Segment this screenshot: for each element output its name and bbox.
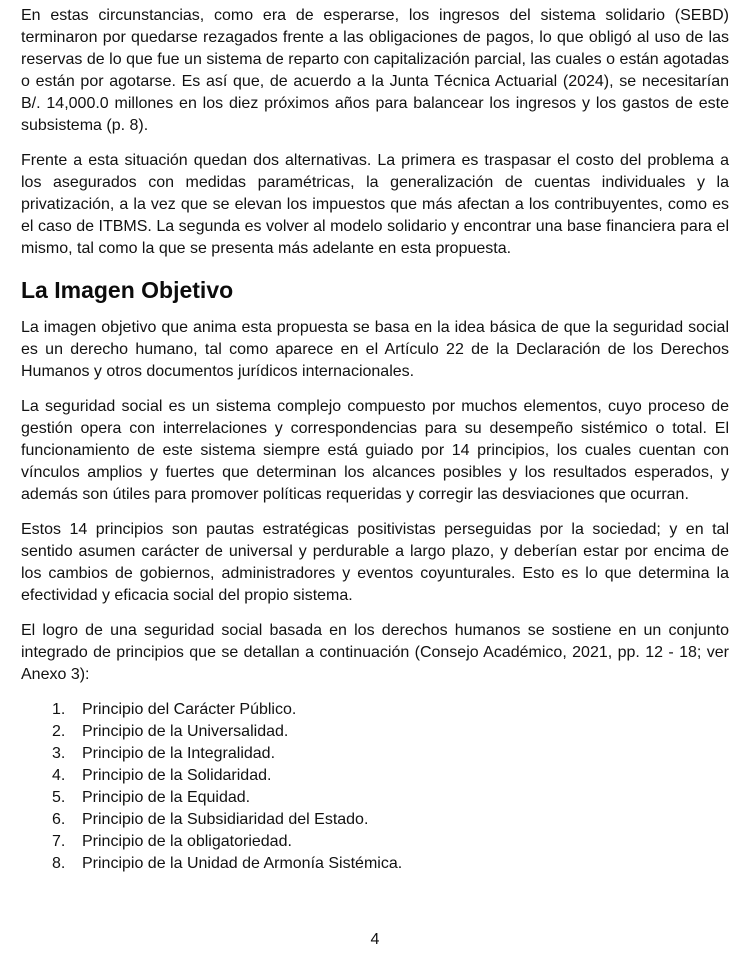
list-item — [52, 743, 729, 765]
principles-list — [21, 699, 729, 875]
list-item-label: Principio del Carácter Público. — [82, 701, 297, 718]
page-footer — [0, 929, 750, 951]
page-number: 4 — [370, 931, 380, 948]
paragraph-section-3: Estos 14 principios son pautas estratégicas positivistas perseguidas por la sociedad; y en tal sentido asumen carácter de universal y perdurable a largo plazo, y deberían estar por encima de los cambios de gobiernos, administradores y eventos coyunturales. Esto es lo que determina la efectividad y eficacia social del propio sistema. — [21, 521, 729, 604]
list-item-label: Principio de la Equidad. — [82, 789, 251, 806]
list-item — [52, 853, 729, 875]
list-item — [52, 765, 729, 787]
list-item-label: Principio de la Unidad de Armonía Sistémica. — [82, 855, 403, 872]
list-item-label: Principio de la Integralidad. — [82, 745, 276, 762]
paragraph-intro-2: Frente a esta situación quedan dos alternativas. La primera es traspasar el costo del problema a los asegurados con medidas paramétricas, la generalización de cuentas individuales y la privatización, a la vez que se elevan los impuestos que más afectan a los contribuyentes, como es el caso de ITBMS. La segunda es volver al modelo solidario y encontrar una base financiera para el mismo, tal como la que se presenta más adelante en esta propuesta. — [21, 152, 729, 257]
paragraph-section-1: La imagen objetivo que anima esta propuesta se basa en la idea básica de que la seguridad social es un derecho humano, tal como aparece en el Artículo 22 de la Declaración de los Derechos Humanos y otros documentos jurídicos internacionales. — [21, 319, 729, 380]
list-item-number: 5. — [52, 789, 66, 806]
list-item-label: Principio de la Universalidad. — [82, 723, 289, 740]
list-item — [52, 809, 729, 831]
list-item-number: 4. — [52, 767, 66, 784]
list-item-number: 3. — [52, 745, 66, 762]
paragraph-section-4: El logro de una seguridad social basada en los derechos humanos se sostiene en un conjunto integrado de principios que se detallan a continuación (Consejo Académico, 2021, pp. 12 - 18; ver Anexo 3): — [21, 622, 729, 683]
paragraph-section-2: La seguridad social es un sistema complejo compuesto por muchos elementos, cuyo proceso de gestión opera con interrelaciones y correspondencias para su desempeño sistémico o total. El funcionamiento de este sistema siempre está guiado por 14 principios, los cuales cuentan con vínculos amplios y fuertes que determinan los alcances posibles y los resultados esperados, y además son útiles para promover políticas requeridas y corregir las desviaciones que ocurran. — [21, 398, 729, 503]
paragraph-intro-1: En estas circunstancias, como era de esperarse, los ingresos del sistema solidario (SEBD) terminaron por quedarse rezagados frente a las obligaciones de pagos, lo que obligó al uso de las reservas de lo que fue un sistema de reparto con capitalización parcial, las cuales o están agotadas o están por agotarse. Es así que, de acuerdo a la Junta Técnica Actuarial (2024), se necesitarían B/. 14,000.0 millones en los diez próximos años para balancear los ingresos y los gastos de este subsistema (p. 8). — [21, 7, 729, 134]
section-heading: La Imagen Objetivo — [21, 277, 234, 303]
list-item — [52, 831, 729, 853]
list-item-number: 7. — [52, 833, 66, 850]
list-item-label: Principio de la obligatoriedad. — [82, 833, 292, 850]
list-item-label: Principio de la Subsidiaridad del Estado. — [82, 811, 369, 828]
list-item-number: 2. — [52, 723, 66, 740]
list-item-number: 1. — [52, 701, 66, 718]
list-item-label: Principio de la Solidaridad. — [82, 767, 272, 784]
list-item — [52, 699, 729, 721]
list-item-number: 6. — [52, 811, 66, 828]
list-item-number: 8. — [52, 855, 66, 872]
list-item — [52, 787, 729, 809]
list-item — [52, 721, 729, 743]
